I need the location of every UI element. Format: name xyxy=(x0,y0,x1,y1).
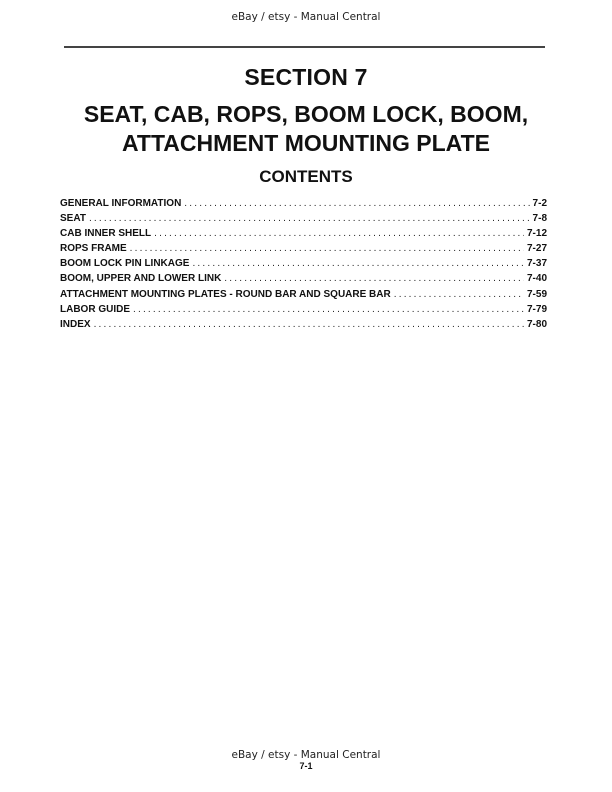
toc-entry-seat[interactable] xyxy=(60,211,547,226)
toc-entry-label: INDEX xyxy=(60,318,91,330)
toc-entry-label: ROPS FRAME xyxy=(60,243,127,255)
toc-leader-dots xyxy=(89,211,530,226)
toc-entry-page: 7-2 xyxy=(532,198,547,209)
toc-entry-page: 7-79 xyxy=(526,303,547,315)
toc-leader-dots xyxy=(154,226,524,241)
toc-entry-label: CAB INNER SHELL xyxy=(60,228,152,240)
toc-entry-page: 7-12 xyxy=(526,228,547,240)
toc-entry-page: 7-8 xyxy=(532,213,547,225)
section-subtitle xyxy=(0,100,612,158)
toc-entry-general-information[interactable] xyxy=(60,196,547,211)
toc-entry-page: 7-27 xyxy=(526,243,547,255)
toc-entry-boom-upper-lower-link[interactable] xyxy=(60,271,547,286)
table-of-contents xyxy=(60,196,547,332)
toc-entry-label: BOOM, UPPER AND LOWER LINK xyxy=(60,273,222,285)
toc-leader-dots xyxy=(192,256,524,271)
toc-entry-index[interactable] xyxy=(60,317,547,332)
page-number: 7-1 xyxy=(299,761,313,771)
toc-entry-page: 7-80 xyxy=(526,318,547,330)
toc-entry-label: GENERAL INFORMATION xyxy=(60,198,182,209)
toc-entry-label: LABOR GUIDE xyxy=(60,303,130,315)
toc-leader-dots xyxy=(130,241,524,256)
header-rule xyxy=(64,46,545,48)
toc-entry-labor-guide[interactable] xyxy=(60,302,547,317)
toc-entry-attachment-mounting-plates[interactable] xyxy=(60,287,547,302)
page-footer xyxy=(0,749,612,771)
toc-entry-cab-inner-shell[interactable] xyxy=(60,226,547,241)
toc-leader-dots xyxy=(184,196,529,211)
header-watermark: eBay / etsy - Manual Central xyxy=(231,11,381,23)
footer-watermark: eBay / etsy - Manual Central xyxy=(231,749,381,761)
toc-leader-dots xyxy=(224,271,524,286)
toc-entry-label: BOOM LOCK PIN LINKAGE xyxy=(60,258,190,270)
section-subtitle-line-2: ATTACHMENT MOUNTING PLATE xyxy=(122,130,490,156)
toc-entry-rops-frame[interactable] xyxy=(60,241,547,256)
toc-entry-page: 7-37 xyxy=(526,258,547,270)
toc-leader-dots xyxy=(133,302,524,317)
toc-entry-label: ATTACHMENT MOUNTING PLATES - ROUND BAR AND SQUARE BAR xyxy=(60,288,391,300)
toc-entry-label: SEAT xyxy=(60,213,86,225)
section-title: SECTION 7 xyxy=(244,64,368,90)
toc-entry-boom-lock-pin-linkage[interactable] xyxy=(60,256,547,271)
toc-entry-page: 7-40 xyxy=(526,273,547,285)
toc-entry-page: 7-59 xyxy=(526,288,547,300)
contents-heading: CONTENTS xyxy=(259,167,353,186)
toc-leader-dots xyxy=(94,317,524,332)
toc-leader-dots xyxy=(394,287,524,302)
section-subtitle-line-1: SEAT, CAB, ROPS, BOOM LOCK, BOOM, xyxy=(83,101,529,127)
